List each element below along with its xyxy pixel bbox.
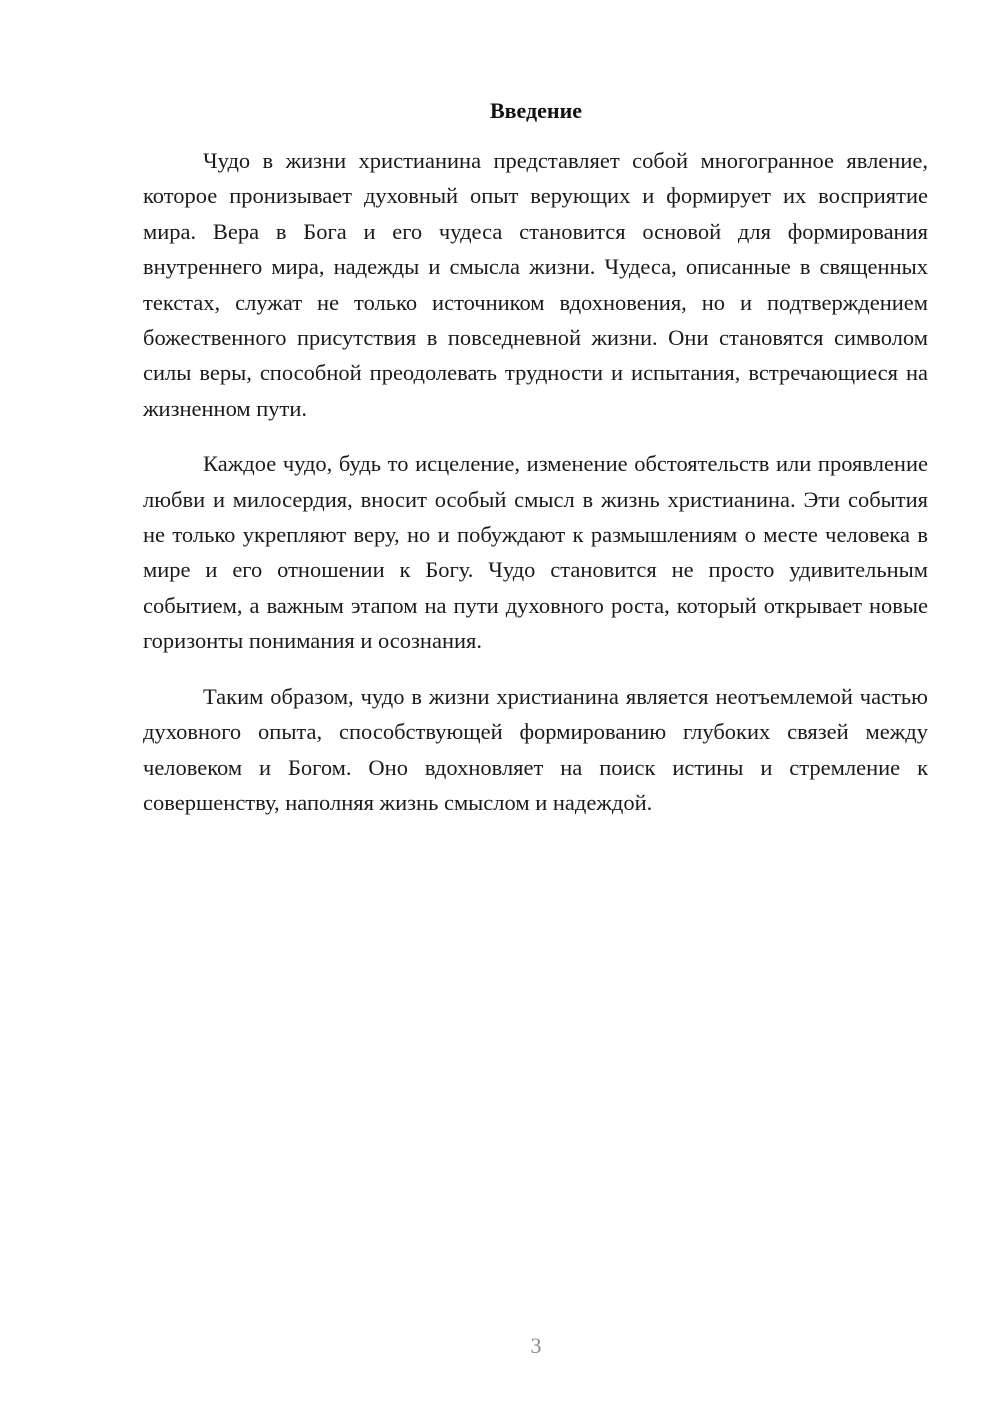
body-text — [143, 143, 928, 820]
paragraph-2: Каждое чудо, будь то исцеление, изменение обстоятельств или проявление любви и милосердия, вносит особый смысл в жизнь христианина. Эти события не только укрепляют веру, но и побуждают к размышлениям о месте человека в мире и его отношении к Богу. Чудо становится не просто удивительным событием, а важным этапом на пути духовного роста, который открывает новые горизонты понимания и осознания. — [143, 451, 928, 654]
paragraph-1: Чудо в жизни христианина представляет собой многогранное явление, которое пронизывает духовный опыт верующих и формирует их восприятие мира. Вера в Бога и его чудеса становится основой для формирования внутреннего мира, надежды и смысла жизни. Чудеса, описанные в священных текстах, служат не только источником вдохновения, но и подтверждением божественного присутствия в повседневной жизни. Они становятся символом силы веры, способной преодолевать трудности и испытания, встречающиеся на жизненном пути. — [143, 148, 928, 421]
section-heading: Введение — [489, 98, 583, 123]
paragraph-3: Таким образом, чудо в жизни христианина является неотъемлемой частью духовного опыта, способствующей формированию глубоких связей между человеком и Богом. Оно вдохновляет на поиск истины и стремление к совершенству, наполняя жизнь смыслом и надеждой. — [143, 683, 928, 815]
page-number: 3 — [530, 1333, 542, 1358]
